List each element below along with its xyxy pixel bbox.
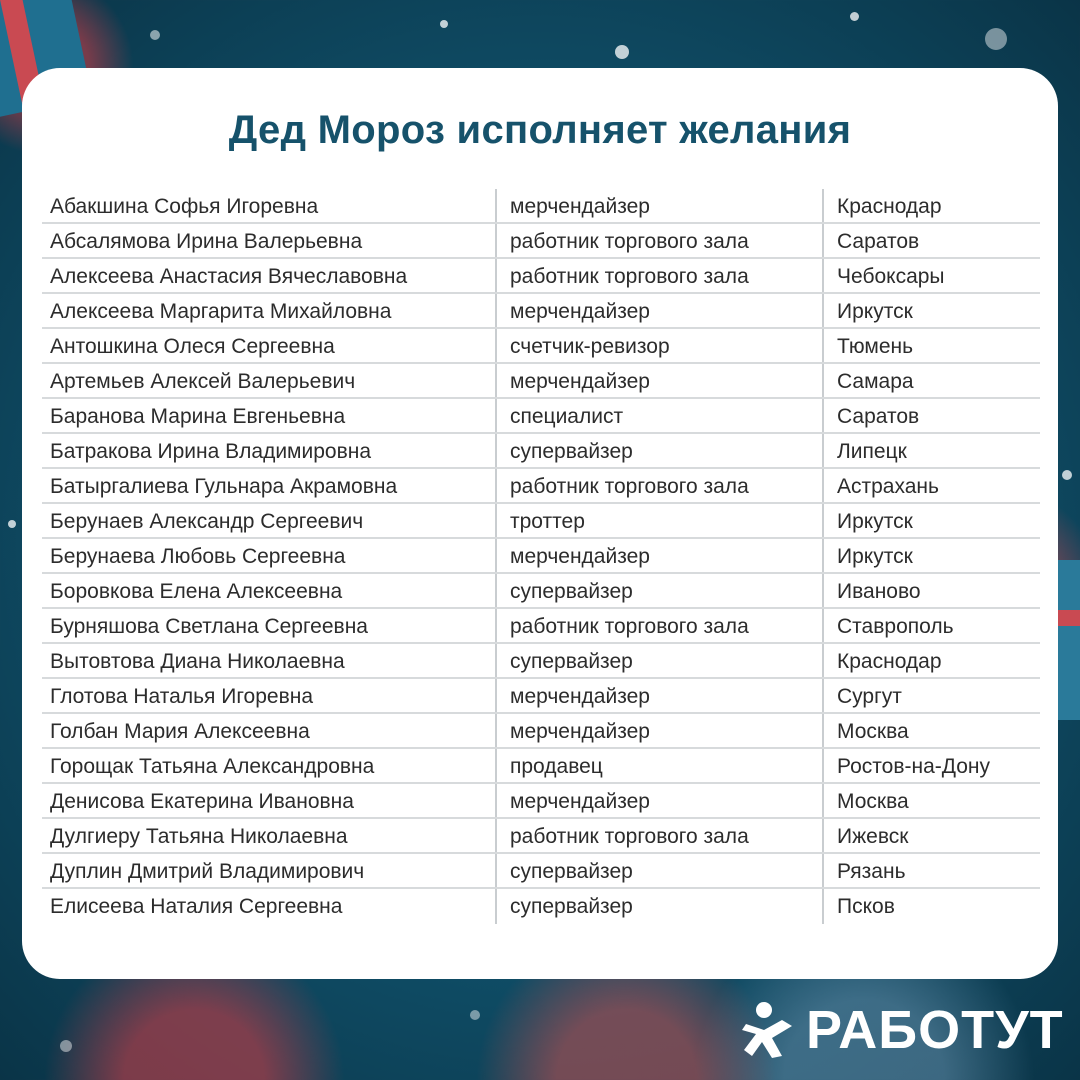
winner-role-cell: мерчендайзер xyxy=(497,714,824,747)
winner-name-cell: Глотова Наталья Игоревна xyxy=(42,679,497,712)
winner-role-cell: продавец xyxy=(497,749,824,782)
snowflake xyxy=(615,45,629,59)
table-row xyxy=(42,539,1040,574)
winner-city-cell: Ижевск xyxy=(837,825,909,848)
winner-name-cell: Алексеева Маргарита Михайловна xyxy=(42,294,497,327)
table-row xyxy=(42,469,1040,504)
winner-role-cell: работник торгового зала xyxy=(497,224,824,257)
winner-role-cell: работник торгового зала xyxy=(497,469,824,502)
winner-city-cell: Астрахань xyxy=(837,475,939,498)
winner-name-cell: Абсалямова Ирина Валерьевна xyxy=(42,224,497,257)
winner-city-cell: Сургут xyxy=(837,685,902,708)
winner-city-cell: Самара xyxy=(837,370,914,393)
winner-role-cell: работник торгового зала xyxy=(497,609,824,642)
brand-logo xyxy=(742,998,1064,1062)
winner-role-cell: мерчендайзер xyxy=(497,784,824,817)
snowflake xyxy=(8,520,16,528)
winner-name-cell: Боровкова Елена Алексеевна xyxy=(42,574,497,607)
winner-city-cell: Саратов xyxy=(837,230,920,253)
table-row xyxy=(42,889,1040,924)
winner-city-cell: Иркутск xyxy=(837,300,913,323)
winner-role-cell: троттер xyxy=(497,504,824,537)
winner-role-cell: супервайзер xyxy=(497,644,824,677)
winner-role-cell: мерчендайзер xyxy=(497,189,824,222)
winner-city-cell: Иваново xyxy=(837,580,921,603)
table-row xyxy=(42,329,1040,364)
winner-name-cell: Елисеева Наталия Сергеевна xyxy=(42,889,497,924)
table-row xyxy=(42,294,1040,329)
winner-city-cell: Москва xyxy=(837,790,909,813)
winner-name-cell: Берунаев Александр Сергеевич xyxy=(42,504,497,537)
winner-name-cell: Голбан Мария Алексеевна xyxy=(42,714,497,747)
table-row xyxy=(42,609,1040,644)
winner-role-cell: специалист xyxy=(497,399,824,432)
table-row xyxy=(42,679,1040,714)
winner-city-cell: Москва xyxy=(837,720,909,743)
winner-name-cell: Батракова Ирина Владимировна xyxy=(42,434,497,467)
snowflake xyxy=(1062,470,1072,480)
table-row xyxy=(42,504,1040,539)
winner-name-cell: Абакшина Софья Игоревна xyxy=(42,189,497,222)
winner-city-cell: Псков xyxy=(837,895,895,918)
winner-city-cell: Краснодар xyxy=(837,650,942,673)
winner-name-cell: Батыргалиева Гульнара Акрамовна xyxy=(42,469,497,502)
winner-city-cell: Тюмень xyxy=(837,335,914,358)
snowflake xyxy=(470,1010,480,1020)
winner-role-cell: супервайзер xyxy=(497,854,824,887)
winner-name-cell: Горощак Татьяна Александровна xyxy=(42,749,497,782)
table-row xyxy=(42,854,1040,889)
winner-name-cell: Алексеева Анастасия Вячеславовна xyxy=(42,259,497,292)
winner-city-cell: Чебоксары xyxy=(837,265,945,288)
winner-name-cell: Вытовтова Диана Николаевна xyxy=(42,644,497,677)
table-row xyxy=(42,259,1040,294)
snowflake xyxy=(440,20,448,28)
table-row xyxy=(42,574,1040,609)
table-row xyxy=(42,784,1040,819)
winner-city-cell: Ростов-на-Дону xyxy=(837,755,990,778)
snowflake xyxy=(850,12,859,21)
winner-role-cell: работник торгового зала xyxy=(497,259,824,292)
snowflake xyxy=(60,1040,72,1052)
winner-name-cell: Бурняшова Светлана Сергеевна xyxy=(42,609,497,642)
winner-role-cell: супервайзер xyxy=(497,574,824,607)
winner-role-cell: работник торгового зала xyxy=(497,819,824,852)
table-row xyxy=(42,434,1040,469)
table-row xyxy=(42,714,1040,749)
table-row xyxy=(42,749,1040,784)
table-row xyxy=(42,364,1040,399)
winner-name-cell: Дулгиеру Татьяна Николаевна xyxy=(42,819,497,852)
winner-city-cell: Иркутск xyxy=(837,510,913,533)
table-row xyxy=(42,819,1040,854)
winners-table xyxy=(42,189,1040,924)
table-row xyxy=(42,224,1040,259)
winner-role-cell: супервайзер xyxy=(497,434,824,467)
winner-role-cell: мерчендайзер xyxy=(497,539,824,572)
winner-name-cell: Дуплин Дмитрий Владимирович xyxy=(42,854,497,887)
winner-city-cell: Саратов xyxy=(837,405,920,428)
winner-role-cell: мерчендайзер xyxy=(497,364,824,397)
person-jumping-logo-icon xyxy=(742,1000,800,1060)
gift-box-right xyxy=(1058,560,1080,720)
winner-city-cell: Рязань xyxy=(837,860,906,883)
winner-city-cell: Липецк xyxy=(837,440,907,463)
winner-name-cell: Денисова Екатерина Ивановна xyxy=(42,784,497,817)
table-row xyxy=(42,189,1040,224)
winner-city-cell: Иркутск xyxy=(837,545,913,568)
winner-role-cell: счетчик-ревизор xyxy=(497,329,824,362)
winner-role-cell: мерчендайзер xyxy=(497,679,824,712)
winner-name-cell: Артемьев Алексей Валерьевич xyxy=(42,364,497,397)
winner-name-cell: Баранова Марина Евгеньевна xyxy=(42,399,497,432)
winner-city-cell: Ставрополь xyxy=(837,615,954,638)
winner-name-cell: Берунаева Любовь Сергеевна xyxy=(42,539,497,572)
winner-name-cell: Антошкина Олеся Сергеевна xyxy=(42,329,497,362)
snowflake xyxy=(985,28,1007,50)
winner-city-cell: Краснодар xyxy=(837,195,942,218)
page-title: Дед Мороз исполняет желания xyxy=(228,108,852,152)
table-row xyxy=(42,644,1040,679)
winner-role-cell: супервайзер xyxy=(497,889,824,924)
winner-role-cell: мерчендайзер xyxy=(497,294,824,327)
brand-name: РАБОТУТ xyxy=(806,1000,1064,1060)
table-row xyxy=(42,399,1040,434)
snowflake xyxy=(150,30,160,40)
